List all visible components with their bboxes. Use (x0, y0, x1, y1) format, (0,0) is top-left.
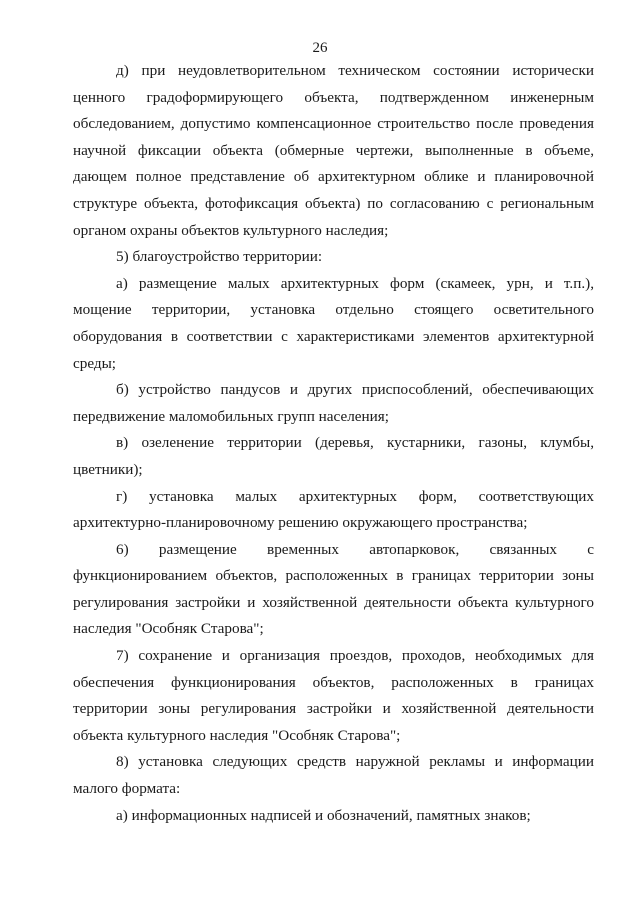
paragraph-5g-installation: г) установка малых архитектурных форм, соответствующих архитектурно-планировочному решению окружающего пространства; (73, 487, 594, 532)
paragraph-d-compensation-construction: д) при неудовлетворительном техническом состоянии исторически ценного градоформирующего объекта, подтвержденном инженерным обследованием, допустимо компенсационное строительство после проведения научной фиксации объекта (обмерные чертежи, выполненные в объеме, дающем полное представление об архитектурном облике и планировочной структуре объекта, фотофиксация объекта) по согласованию с региональным органом охраны объектов культурного наследия; (73, 62, 594, 239)
page-number: 26 (312, 40, 328, 56)
paragraph-8-advertising: 8) установка следующих средств наружной рекламы и информации малого формата: (73, 753, 594, 798)
paragraph-6-temporary-parking: 6) размещение временных автопарковок, связанных с функционированием объектов, расположенных в границах территории зоны регулирования застройки и хозяйственной деятельности объекта культурного наследия "Особняк Старова"; (73, 540, 594, 638)
paragraph-8a-informational-signs: а) информационных надписей и обозначений, памятных знаков; (116, 806, 531, 824)
document-body (73, 58, 594, 829)
paragraph-5a-small-architectural-forms: а) размещение малых архитектурных форм (скамеек, урн, и т.п.), мощение территории, установка отдельно стоящего осветительного оборудования в соответствии с характеристиками элементов архитектурной среды; (73, 274, 594, 372)
paragraph-5-landscaping: 5) благоустройство территории: (116, 248, 323, 266)
paragraph-5v-greening: в) озеленение территории (деревья, кустарники, газоны, клумбы, цветники); (73, 434, 594, 478)
paragraph-5b-ramps: б) устройство пандусов и других приспособлений, обеспечивающих передвижение маломобильных групп населения; (73, 381, 594, 425)
paragraph-7-driveways: 7) сохранение и организация проездов, проходов, необходимых для обеспечения функционирования объектов, расположенных в границах территории зоны регулирования застройки и хозяйственной деятельности объекта культурного наследия "Особняк Старова"; (73, 647, 594, 744)
